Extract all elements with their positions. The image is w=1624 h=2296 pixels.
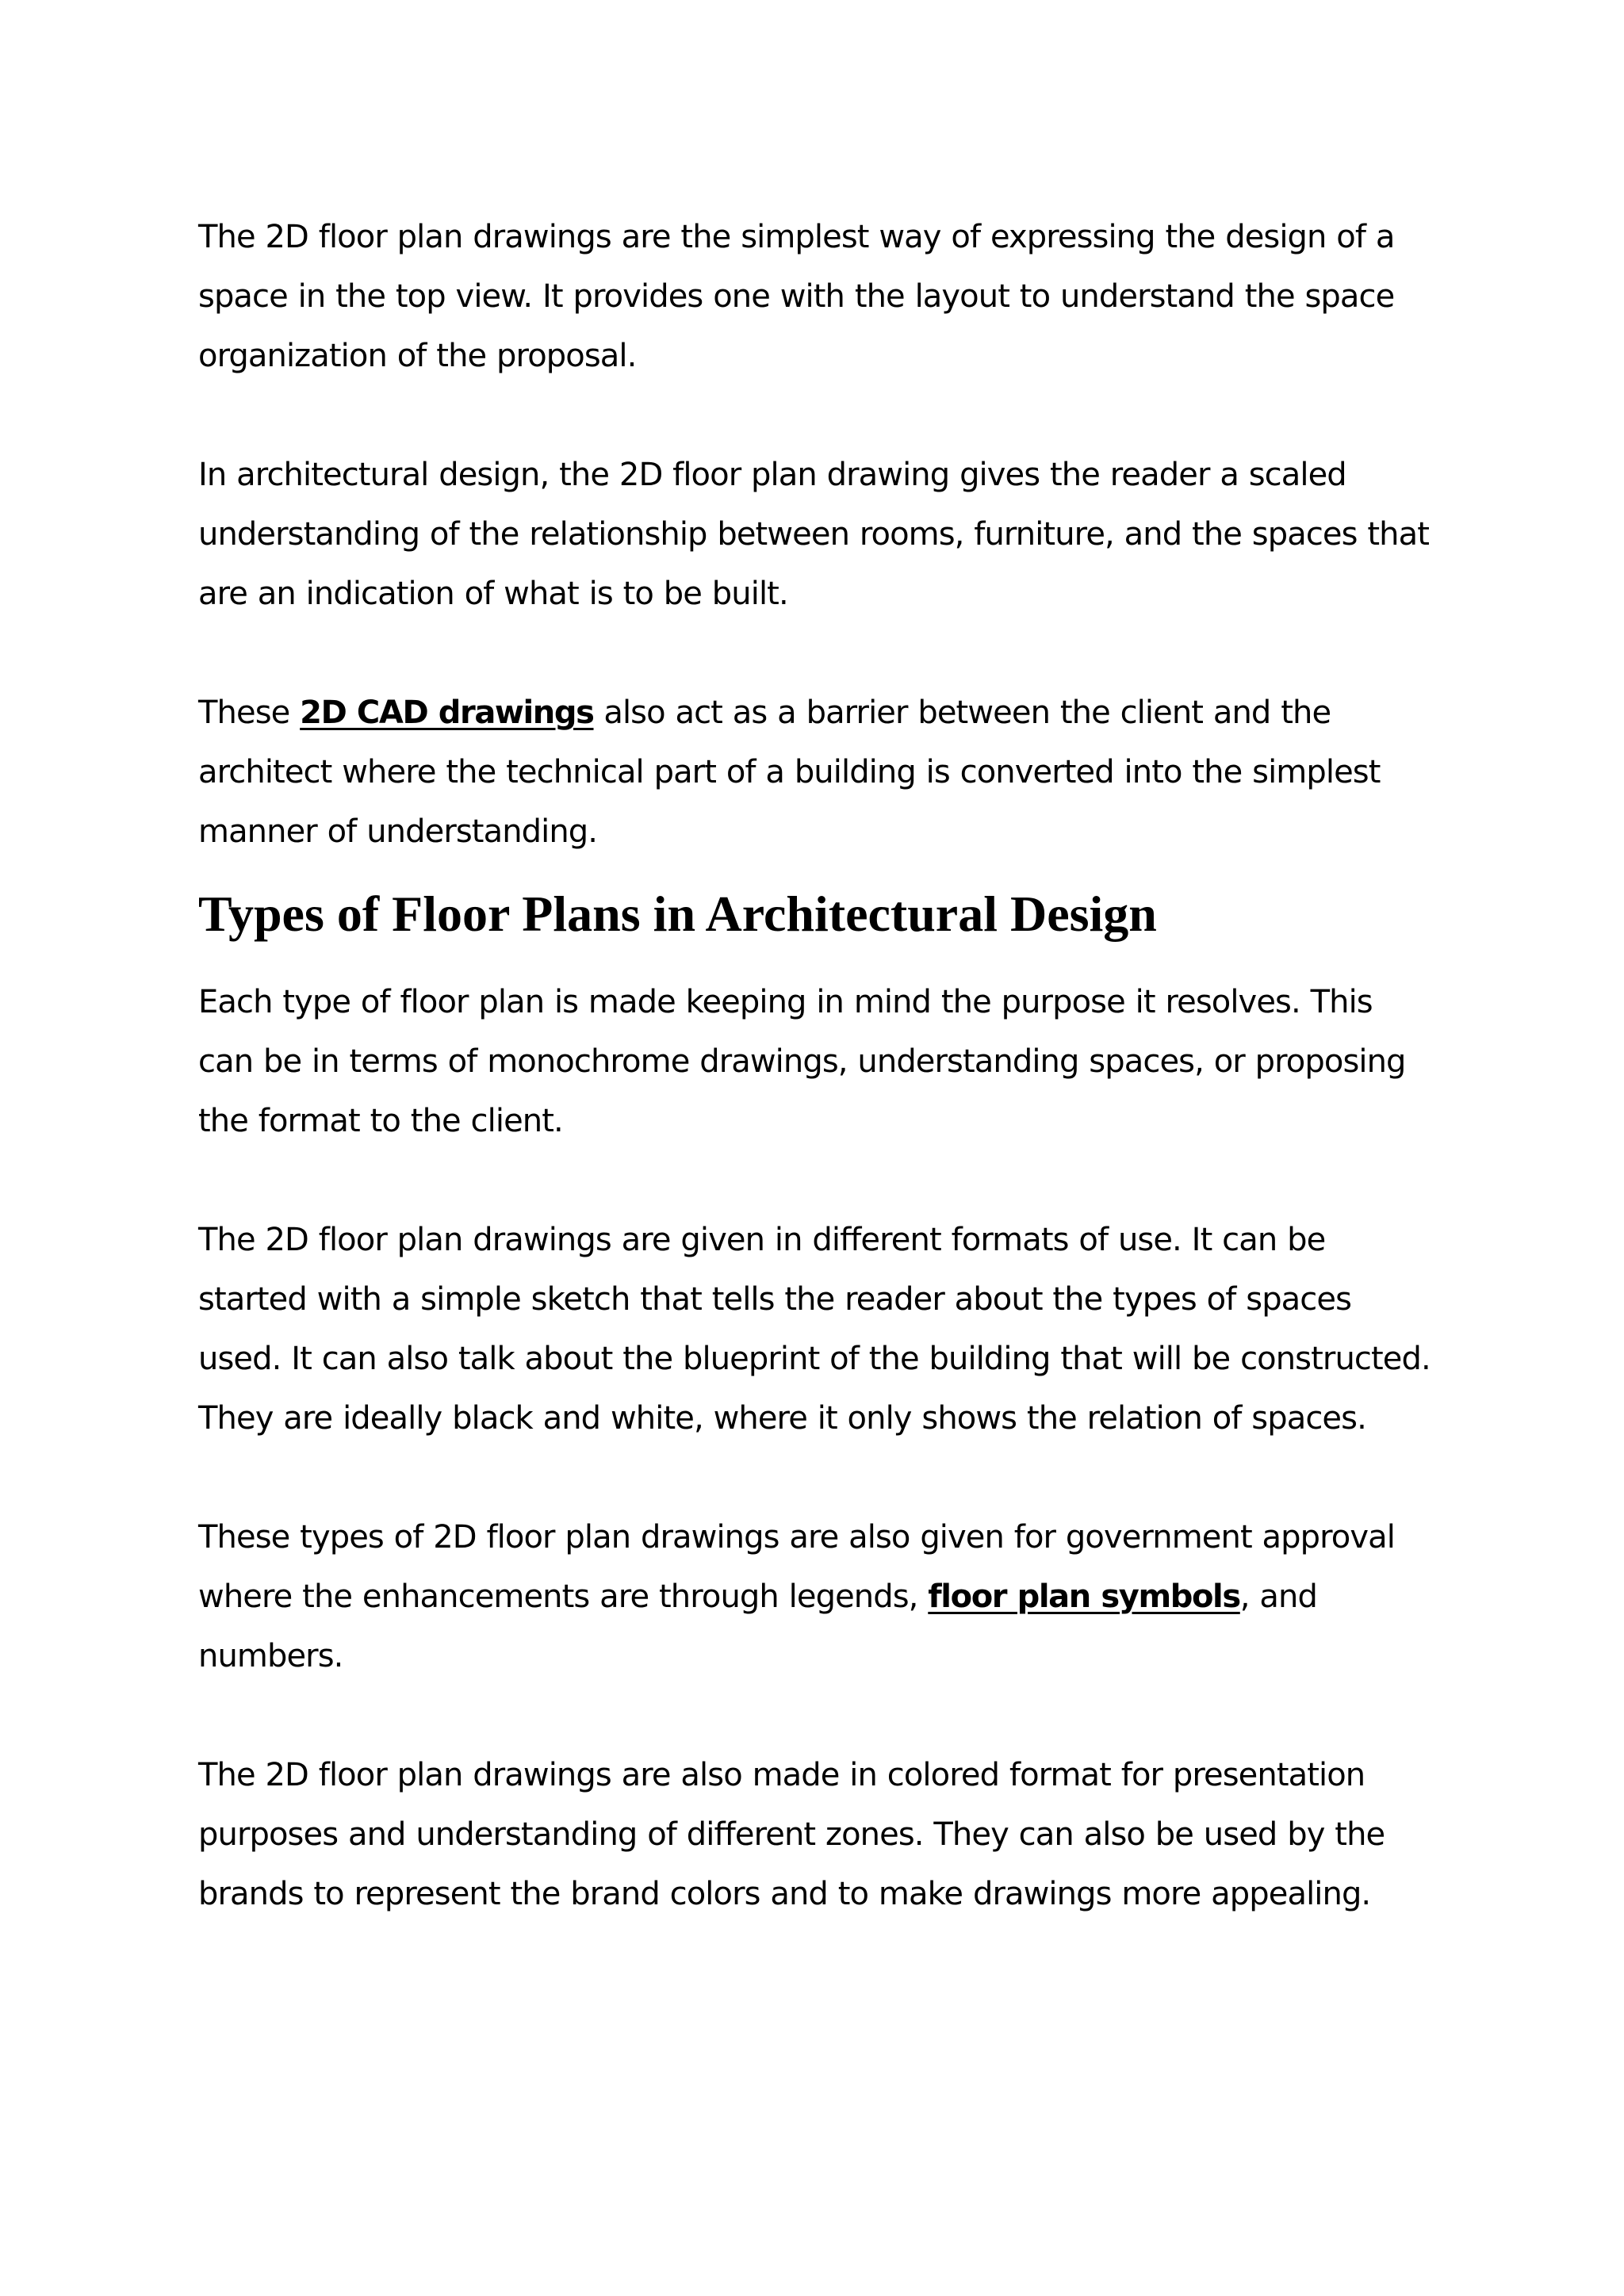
floor-plan-symbols-link[interactable]: floor plan symbols (928, 1578, 1240, 1615)
document-page (198, 208, 1435, 1924)
section-heading: Types of Floor Plans in Architectural Design (198, 886, 1157, 942)
section-paragraph-1: Each type of floor plan is made keeping in mind the purpose it resolves. This can be in terms of monochrome drawings, understanding spaces, or proposing the format to the client. (198, 984, 1406, 1139)
intro-paragraph-3 (198, 683, 1435, 862)
section-paragraph-3-before: These types of 2D floor plan drawings are also given for government approval where the enhancements are through legends, (198, 1519, 1395, 1615)
section-paragraph-3-after: , and numbers. (198, 1578, 1317, 1674)
intro-paragraph-1: The 2D floor plan drawings are the simplest way of expressing the design of a space in the top view. It provides one with the layout to understand the space organization of the proposal. (198, 219, 1395, 374)
intro-paragraph-3-before: These (198, 695, 301, 731)
section-paragraph-4: The 2D floor plan drawings are also made in colored format for presentation purposes and understanding of different zones. They can also be used by the brands to represent the brand colors and to make drawings more appealing. (198, 1757, 1385, 1912)
2d-cad-drawings-link[interactable]: 2D CAD drawings (300, 695, 594, 731)
section-paragraph-3 (198, 1508, 1435, 1686)
section-paragraph-2: The 2D floor plan drawings are given in different formats of use. It can be started with a simple sketch that tells the reader about the types of spaces used. It can also talk about the blueprint of the building that will be constructed. They are ideally black and white, where it only shows the relation of spaces. (198, 1222, 1431, 1437)
intro-paragraph-2: In architectural design, the 2D floor plan drawing gives the reader a scaled understanding of the relationship between rooms, furniture, and the spaces that are an indication of what is to be built. (198, 457, 1430, 612)
intro-paragraph-3-after: also act as a barrier between the client and the architect where the technical part of a building is converted into the simplest manner of understanding. (198, 695, 1381, 850)
